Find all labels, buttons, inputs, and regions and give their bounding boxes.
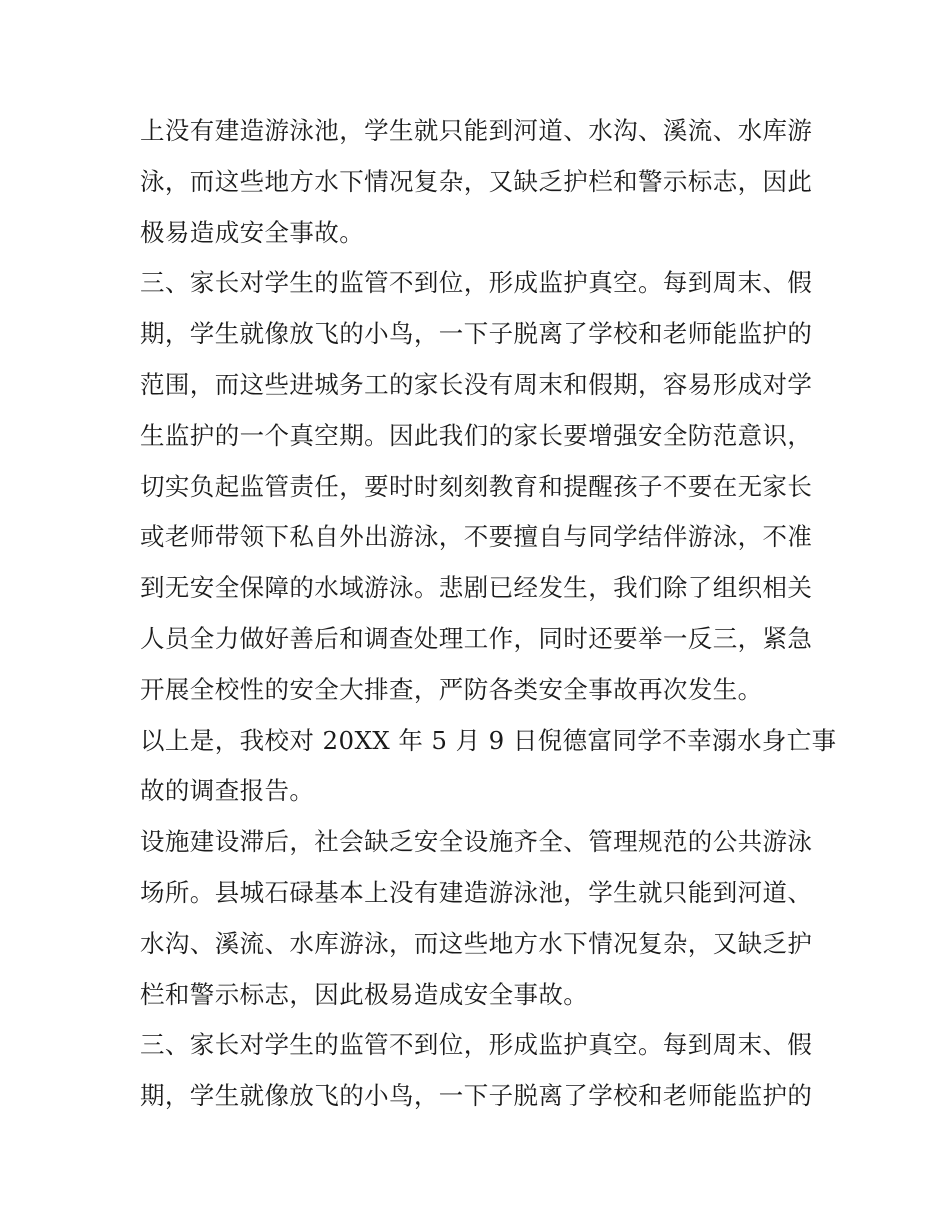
text-line: 期，学生就像放飞的小鸟，一下子脱离了学校和老师能监护的 xyxy=(140,319,813,349)
text-line: 人员全力做好善后和调查处理工作，同时还要举一反三，紧急 xyxy=(140,623,813,653)
text-line: 泳，而这些地方水下情况复杂，又缺乏护栏和警示标志，因此 xyxy=(140,166,813,196)
text-line: 到无安全保障的水域游泳。悲剧已经发生，我们除了组织相关 xyxy=(140,573,813,603)
text-line: 或老师带领下私自外出游泳，不要擅自与同学结伴游泳，不准 xyxy=(140,522,813,552)
text-line: 三、家长对学生的监管不到位，形成监护真空。每到周末、假 xyxy=(140,268,813,298)
text-line: 故的调查报告。 xyxy=(140,776,315,806)
text-line: 上没有建造游泳池，学生就只能到河道、水沟、溪流、水库游 xyxy=(140,116,813,145)
text-line: 三、家长对学生的监管不到位，形成监护真空。每到周末、假 xyxy=(140,1030,813,1060)
text-line: 范围，而这些进城务工的家长没有周末和假期，容易形成对学 xyxy=(140,369,813,399)
text-line: 设施建设滞后，社会缺乏安全设施齐全、管理规范的公共游泳 xyxy=(140,827,813,857)
document-body xyxy=(140,106,837,1122)
text-line: 场所。县城石碌基本上没有建造游泳池，学生就只能到河道、 xyxy=(140,877,813,907)
text-line: 开展全校性的安全大排查，严防各类安全事故再次发生。 xyxy=(140,674,763,704)
text-line: 以上是，我校对 20XX 年 5 月 9 日倪德富同学不幸溺水身亡事 xyxy=(140,725,837,755)
text-line: 水沟、溪流、水库游泳，而这些地方水下情况复杂，又缺乏护 xyxy=(140,928,813,958)
text-line: 期，学生就像放飞的小鸟，一下子脱离了学校和老师能监护的 xyxy=(140,1081,813,1111)
text-line: 切实负起监管责任，要时时刻刻教育和提醒孩子不要在无家长 xyxy=(140,471,813,501)
text-line: 极易造成安全事故。 xyxy=(140,217,365,247)
text-line: 生监护的一个真空期。因此我们的家长要增强安全防范意识， xyxy=(140,420,813,450)
text-line: 栏和警示标志，因此极易造成安全事故。 xyxy=(140,979,589,1009)
